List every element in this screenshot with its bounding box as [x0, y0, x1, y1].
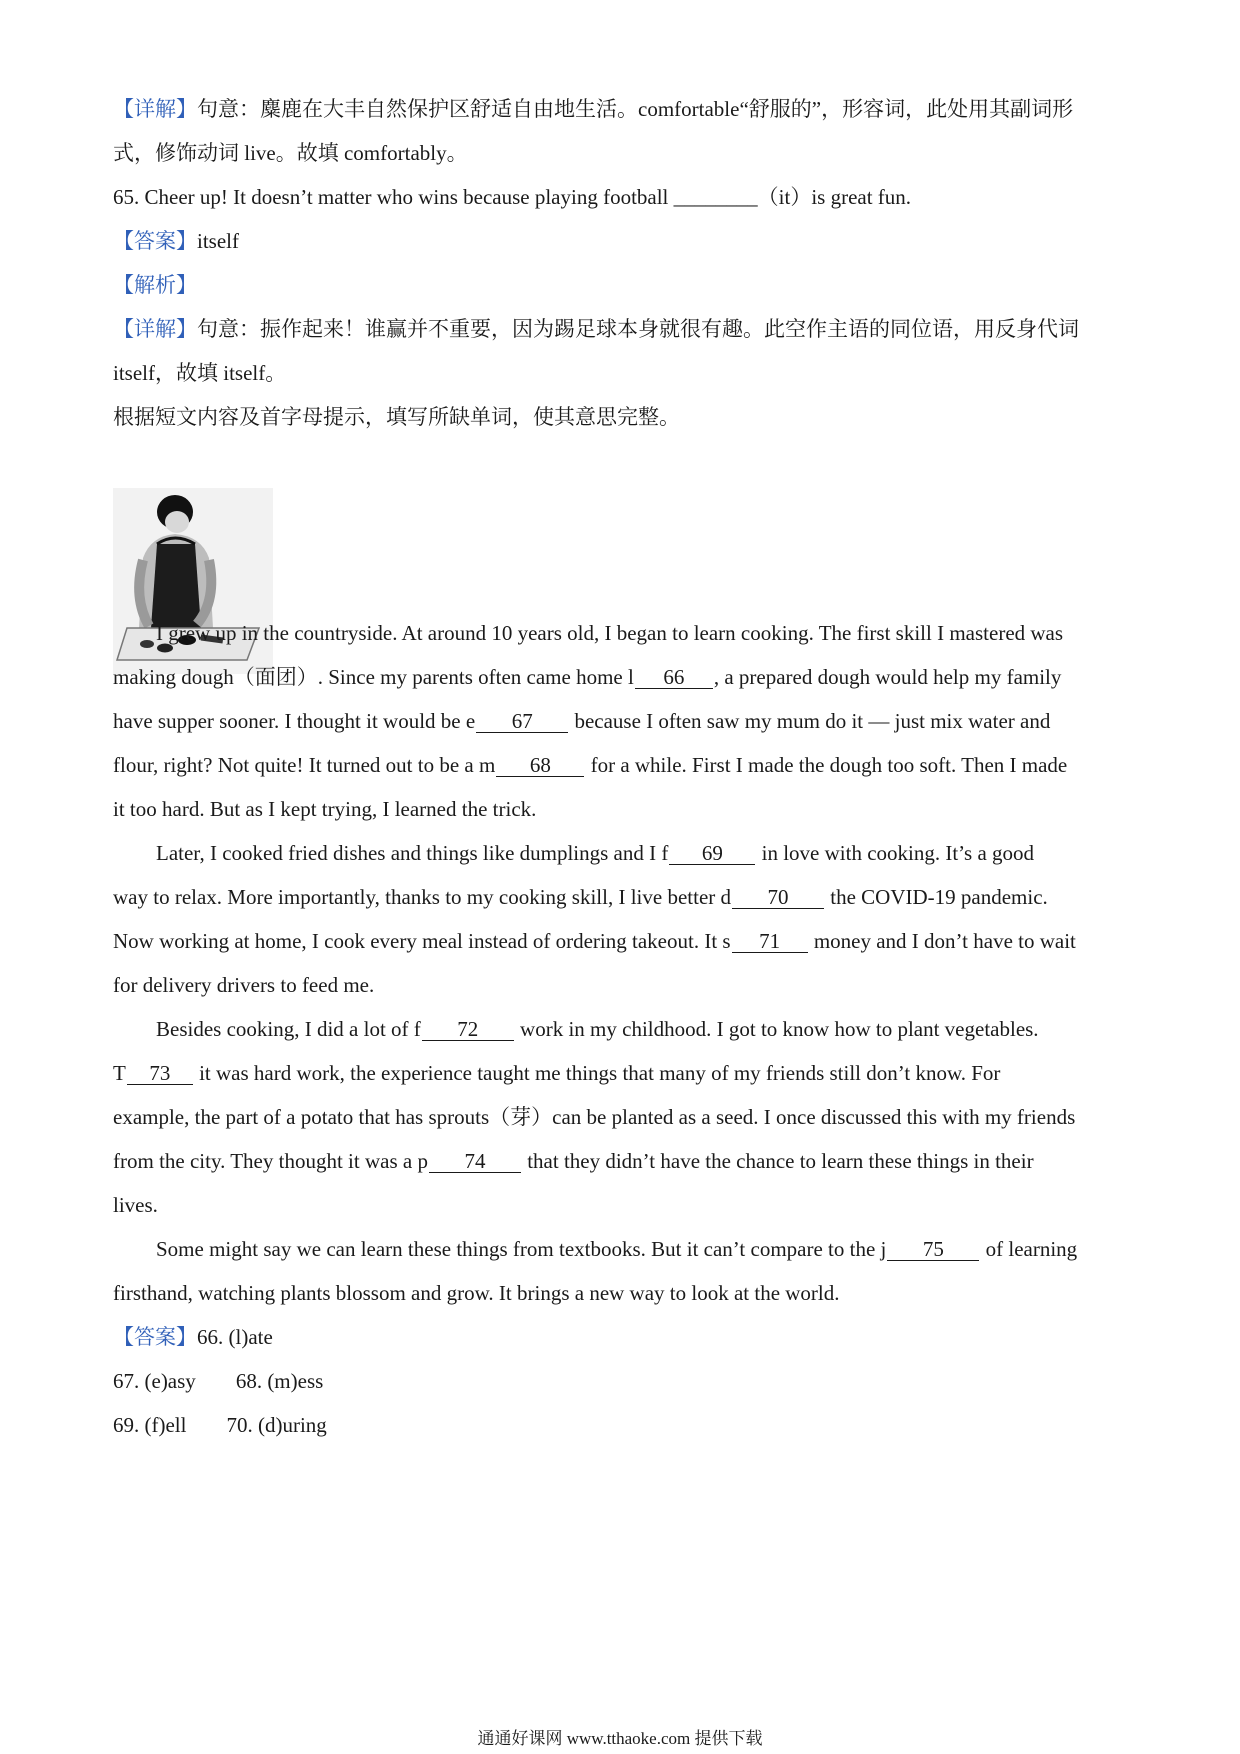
explanation-line	[113, 94, 1143, 124]
answer-65	[113, 226, 1143, 256]
explanation-line-2: 式，修饰动词 live。故填 comfortably。	[113, 141, 468, 165]
passage-text: from the city. They thought it was a p	[113, 1149, 428, 1173]
passage-text: that they didn’t have the chance to learn these things in their	[521, 1149, 1034, 1173]
detail-tag: 【详解】	[113, 97, 197, 121]
answer-line	[113, 1410, 1143, 1440]
passage-text: T	[113, 1061, 126, 1085]
question-text: 65. Cheer up! It doesn’t matter who wins because playing football	[113, 185, 674, 209]
passage-line	[156, 1014, 1143, 1044]
passage-text: Later, I cooked fried dishes and things like dumplings and I f	[156, 841, 669, 865]
passage-text: way to relax. More importantly, thanks to my cooking skill, I live better d	[113, 885, 732, 909]
footer-source: 通通好课网 www.tthaoke.com 提供下载	[477, 1729, 763, 1748]
passage-text: for a while. First I made the dough too soft. Then I made	[585, 753, 1068, 777]
analysis-tag: 【解析】	[113, 273, 197, 297]
passage-text: of learning	[980, 1237, 1078, 1261]
question-blank: ________	[673, 185, 758, 209]
passage-line: firsthand, watching plants blossom and grow. It brings a new way to look at the world.	[113, 1281, 840, 1305]
blank-66[interactable]: 66	[635, 666, 713, 689]
passage-text: because I often saw my mum do it — just mix water and	[569, 709, 1051, 733]
passage-line: I grew up in the countryside. At around 10 years old, I began to learn cooking. The first skill I mastered was	[156, 621, 1064, 645]
blank-70[interactable]: 70	[732, 886, 824, 909]
passage-line: for delivery drivers to feed me.	[113, 973, 375, 997]
question-65	[113, 182, 1143, 212]
passage-text: Besides cooking, I did a lot of f	[156, 1017, 421, 1041]
passage-line	[113, 1058, 1143, 1088]
blank-73[interactable]: 73	[127, 1062, 193, 1085]
answer-67: 67. (e)asy	[113, 1369, 196, 1393]
blank-71[interactable]: 71	[732, 930, 808, 953]
answer-68: 68. (m)ess	[235, 1369, 324, 1393]
question-hint: （it）is great fun.	[757, 185, 912, 209]
blank-72[interactable]: 72	[422, 1018, 514, 1041]
passage-line	[113, 706, 1143, 736]
answer-69: 69. (f)ell	[113, 1413, 187, 1437]
passage-line: example, the part of a potato that has sprouts（芽）can be planted as a seed. I once discussed this with my friends	[113, 1105, 1076, 1129]
instruction: 根据短文内容及首字母提示，填写所缺单词，使其意思完整。	[113, 405, 680, 429]
passage-line: it too hard. But as I kept trying, I learned the trick.	[113, 797, 537, 821]
passage-line	[113, 926, 1143, 956]
blank-67[interactable]: 67	[476, 710, 568, 733]
passage-text: , a prepared dough would help my family	[713, 665, 1062, 689]
passage-line	[113, 882, 1143, 912]
blank-75[interactable]: 75	[887, 1238, 979, 1261]
passage-text: Now working at home, I cook every meal instead of ordering takeout. It s	[113, 929, 731, 953]
passage-text: in love with cooking. It’s a good	[756, 841, 1035, 865]
passage-text: Some might say we can learn these things from textbooks. But it can’t compare to the j	[156, 1237, 887, 1261]
answer-tag: 【答案】	[113, 1325, 197, 1349]
detail-tag: 【详解】	[113, 317, 197, 341]
passage-text: flour, right? Not quite! It turned out to be a m	[113, 753, 496, 777]
explanation-line-3	[113, 314, 1143, 344]
passage-line	[113, 750, 1143, 780]
passage-text: money and I don’t have to wait	[808, 929, 1076, 953]
passage-text: it was hard work, the experience taught me things that many of my friends still don’t know. For	[193, 1061, 1001, 1085]
explanation-text: 句意：麋鹿在大丰自然保护区舒适自由地生活。comfortable“舒服的”，形容词，此处用其副词形	[197, 97, 1074, 121]
explanation-text: 句意：振作起来！谁赢并不重要，因为踢足球本身就很有趣。此空作主语的同位语，用反身代词	[197, 317, 1079, 341]
passage-line: lives.	[113, 1193, 158, 1217]
passage-line	[156, 838, 1143, 868]
passage-text: have supper sooner. I thought it would be e	[113, 709, 476, 733]
answer-block	[113, 1322, 1143, 1352]
passage-text: the COVID-19 pandemic.	[825, 885, 1048, 909]
explanation-line-4: itself，故填 itself。	[113, 361, 287, 385]
blank-74[interactable]: 74	[429, 1150, 521, 1173]
answer-text: itself	[197, 229, 239, 253]
passage-text: making dough（面团）. Since my parents often came home l	[113, 665, 634, 689]
passage-line	[113, 662, 1143, 692]
blank-68[interactable]: 68	[496, 754, 584, 777]
passage-text: work in my childhood. I got to know how to plant vegetables.	[514, 1017, 1039, 1041]
answer-66: 66. (l)ate	[197, 1325, 273, 1349]
answer-line	[113, 1366, 1143, 1396]
passage-line	[113, 1146, 1143, 1176]
answer-tag: 【答案】	[113, 229, 197, 253]
answer-70: 70. (d)uring	[226, 1413, 327, 1437]
blank-69[interactable]: 69	[669, 842, 755, 865]
passage-line	[156, 1234, 1143, 1264]
